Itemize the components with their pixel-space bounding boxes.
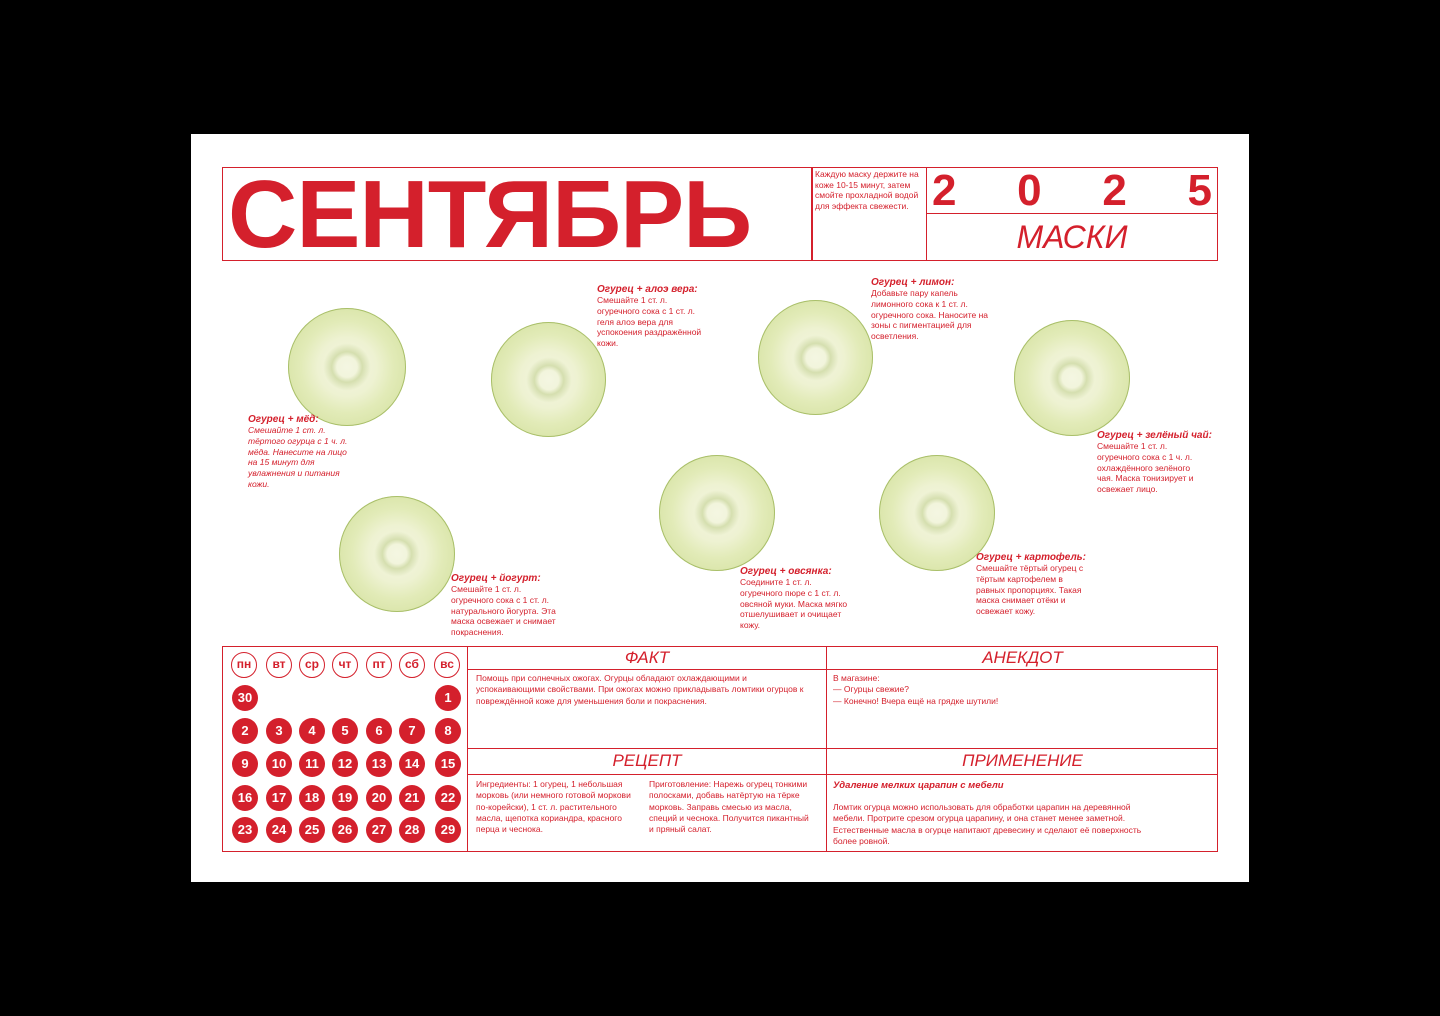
joke-title: АНЕКДОТ — [982, 648, 1063, 667]
calendar-day: 15 — [435, 751, 461, 777]
calendar-day: 7 — [399, 718, 425, 744]
joke-line: В магазине: — [833, 673, 880, 683]
calendar-day: 3 — [266, 718, 292, 744]
recipe-lemon — [871, 277, 991, 342]
joke-line: — Конечно! Вчера ещё на грядке шутили! — [833, 695, 999, 706]
recipe-title: Огурец + картофель: — [976, 552, 1086, 563]
recipe-title: Огурец + алоэ вера: — [597, 284, 698, 295]
recipe-title: Огурец + зелёный чай: — [1097, 430, 1212, 441]
recipe-body: Смешайте 1 ст. л. огуречного сока с 1 ст. л. натурального йогурта. Эта маска освежает и снимает покраснения. — [451, 584, 556, 638]
cucumber-slice-image — [339, 496, 455, 612]
year-digit: 0 — [1017, 165, 1042, 215]
recipe-title: Огурец + йогурт: — [451, 573, 541, 584]
calendar-day: 8 — [435, 718, 461, 744]
weekday-label: пн — [231, 652, 257, 678]
recipe-potato — [976, 552, 1090, 617]
cucumber-slice-image — [491, 322, 606, 437]
usage-subtitle: Удаление мелких царапин с мебели — [833, 780, 1004, 791]
calendar-day: 11 — [299, 751, 325, 777]
year-digit: 2 — [932, 165, 957, 215]
calendar-day: 23 — [232, 817, 258, 843]
year — [930, 167, 1214, 214]
calendar-day: 25 — [299, 817, 325, 843]
calendar-day: 6 — [366, 718, 392, 744]
recipe-aloe — [597, 284, 709, 349]
recipe-green-tea — [1097, 430, 1212, 495]
calendar-day: 21 — [399, 785, 425, 811]
calendar-day: 30 — [232, 685, 258, 711]
calendar-day: 10 — [266, 751, 292, 777]
calendar-day: 2 — [232, 718, 258, 744]
recipe-body: Смешайте 1 ст. л. огуречного сока с 1 ч. л. охлаждённого зелёного чая. Маска тонизирует и освежает лицо. — [1097, 441, 1194, 495]
calendar-day: 27 — [366, 817, 392, 843]
cucumber-slice-image — [659, 455, 775, 571]
calendar-day: 26 — [332, 817, 358, 843]
calendar-day: 28 — [399, 817, 425, 843]
recipe-body: Смешайте тёртый огурец с тёртым картофелем в равных пропорциях. Такая маска снимает отёки и освежает кожу. — [976, 563, 1084, 617]
calendar-day: 19 — [332, 785, 358, 811]
recipe-title: Огурец + овсянка: — [740, 566, 832, 577]
recipe-body: Смешайте 1 ст. л. тёртого огурца с 1 ч. л. мёда. Нанесите на лицо на 15 минут для увлажнения и питания кожи. — [248, 425, 348, 489]
recipe-title: Огурец + лимон: — [871, 277, 955, 288]
month-title: СЕНТЯБРЬ — [228, 161, 752, 268]
recipe-oatmeal — [740, 566, 852, 631]
recipe-body: Добавьте пару капель лимонного сока к 1 ст. л. огуречного сока. Наносите на зоны с пигментацией для осветления. — [871, 288, 989, 342]
joke-line: — Огурцы свежие? — [833, 684, 909, 695]
weekday-label: вт — [266, 652, 292, 678]
year-digit: 2 — [1102, 165, 1127, 215]
fact-text: Помощь при солнечных ожогах. Огурцы обладают охлаждающими и успокаивающими свойствами. При ожогах можно прикладывать ломтики огурцов к повреждённой коже для уменьшения боли и покраснения. — [476, 673, 804, 706]
recipe-ingredients: Ингредиенты: 1 огурец, 1 небольшая морковь (или немного готовой моркови по-корейски), 1 ст. л. растительного масла, щепотка кориандра, красного перца и чеснока. — [476, 779, 631, 835]
weekday-label: вс — [434, 652, 460, 678]
cucumber-slice-image — [1014, 320, 1130, 436]
calendar-day: 18 — [299, 785, 325, 811]
calendar-day: 16 — [232, 785, 258, 811]
recipe-title: РЕЦЕПТ — [612, 751, 682, 770]
calendar-day: 9 — [232, 751, 258, 777]
recipe-yogurt — [451, 573, 565, 638]
usage-title: ПРИМЕНЕНИЕ — [962, 751, 1083, 770]
calendar-day: 24 — [266, 817, 292, 843]
calendar-day: 13 — [366, 751, 392, 777]
calendar-day: 1 — [435, 685, 461, 711]
mask-note: Каждую маску держите на коже 10-15 минут, затем смойте прохладной водой для эффекта свежести. — [815, 169, 919, 211]
usage-text: Ломтик огурца можно использовать для обработки царапин на деревянной мебели. Протрите срезом огурца царапину, и она станет менее заметной. Естественные масла в огурце напитают древесину и сделают её поверхность более ровной. — [833, 802, 1142, 846]
weekday-label: чт — [332, 652, 358, 678]
recipe-steps: Приготовление: Нарежь огурец тонкими полосками, добавь натёртую на тёрке морковь. Заправь смесью из масла, специй и чеснока. Получится пикантный и пряный салат. — [649, 779, 809, 835]
calendar-day: 14 — [399, 751, 425, 777]
calendar-day: 22 — [435, 785, 461, 811]
calendar-day: 4 — [299, 718, 325, 744]
cucumber-slice-image — [758, 300, 873, 415]
section-divider — [468, 774, 1218, 775]
subtitle: МАСКИ — [1016, 219, 1128, 255]
recipe-title: Огурец + мёд: — [248, 414, 319, 425]
year-digit: 5 — [1187, 165, 1212, 215]
recipe-honey — [248, 414, 358, 490]
joke-text — [833, 673, 1203, 707]
recipe-body: Смешайте 1 ст. л. огуречного сока с 1 ст. л. геля алоэ вера для успокоения раздражённой кожи. — [597, 295, 702, 349]
weekday-label: пт — [366, 652, 392, 678]
calendar-day: 5 — [332, 718, 358, 744]
calendar-day: 20 — [366, 785, 392, 811]
weekday-label: ср — [299, 652, 325, 678]
fact-title: ФАКТ — [624, 648, 670, 667]
calendar-day: 29 — [435, 817, 461, 843]
recipe-body: Соедините 1 ст. л. огуречного пюре с 1 ст. л. овсяной муки. Маска мягко отшелушивает и очищает кожу. — [740, 577, 848, 631]
calendar-day: 17 — [266, 785, 292, 811]
weekday-label: сб — [399, 652, 425, 678]
calendar-day: 12 — [332, 751, 358, 777]
cucumber-slice-image — [288, 308, 406, 426]
